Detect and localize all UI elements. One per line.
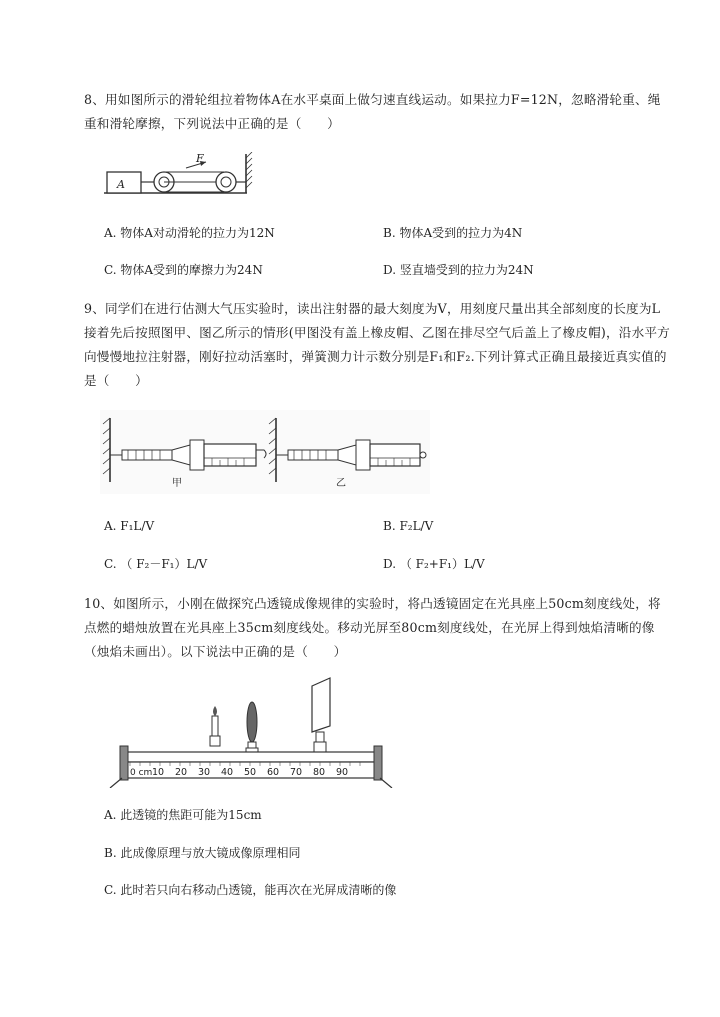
q10-bench-rail: [122, 752, 380, 762]
q10-optical-bench-figure: [108, 676, 398, 788]
q9-label-yi: 乙: [336, 478, 346, 489]
q9-option-d[interactable]: D. （ F₂+F₁）L/V: [383, 557, 485, 571]
q9-right-spring-scale: [288, 450, 338, 460]
q9-syringe-figure: [100, 410, 430, 494]
q10-candle: [212, 716, 218, 736]
q10-lens: [247, 702, 257, 742]
q10-stem: 10、如图所示，小刚在做探究凸透镜成像规律的实验时，将凸透镜固定在光具座上50cm刻度线处，将点燃的蜡烛放置在光具座上35cm刻度线处。移动光屏至80cm刻度线处，在光屏上得到烛焰清晰的像（烛焰未画出）。以下说法中正确的是（ ）: [84, 596, 661, 659]
q9-option-c[interactable]: C. （ F₂－F₁）L/V: [104, 557, 208, 571]
q10-screen: [312, 678, 330, 732]
q8-option-c[interactable]: C. 物体A受到的摩擦力为24N: [104, 263, 263, 277]
q8-fixed-pulley: [216, 172, 236, 192]
q9-label-jia: 甲: [172, 478, 182, 489]
q10-option-c[interactable]: C. 此时若只向右移动凸透镜，能再次在光屏成清晰的像: [104, 883, 397, 897]
q9-right-syringe: [370, 444, 420, 466]
q10-tick-60: 60: [267, 767, 280, 778]
q9-stem: 9、同学们在进行估测大气压实验时，读出注射器的最大刻度为V，用刻度尺量出其全部刻度的长度为L接着先后按照图甲、图乙所示的情形(甲图没有盖上橡皮帽、乙图在排尽空气后盖上了橡皮帽)，沿水平方向慢慢地拉注射器，刚好拉动活塞时，弹簧测力计示数分别是F₁和F₂.下列计算式正确且最接近真实值的是（ ）: [84, 301, 670, 388]
q10-tick-40: 40: [221, 767, 234, 778]
q9-option-a[interactable]: A. F₁L/V: [104, 519, 155, 533]
q8-option-a[interactable]: A. 物体A对动滑轮的拉力为12N: [104, 226, 275, 240]
q9-rubber-cap: [420, 452, 426, 458]
q10-tick-10: 10: [152, 767, 165, 778]
q10-tick-80: 80: [313, 767, 326, 778]
q10-scale-start: 0 cm: [130, 768, 153, 778]
q9-left-spring-scale: [122, 450, 172, 460]
q10-tick-90: 90: [336, 767, 349, 778]
q10-flame: [213, 706, 217, 716]
q8-option-b[interactable]: B. 物体A受到的拉力为4N: [383, 226, 523, 240]
q8-pulley-figure: [104, 152, 254, 198]
q8-block-label: A: [117, 178, 125, 191]
q10-tick-70: 70: [290, 767, 303, 778]
q8-force-label: F: [196, 152, 204, 165]
q10-tick-50: 50: [244, 767, 257, 778]
q9-option-b[interactable]: B. F₂L/V: [383, 519, 434, 533]
q10-tick-20: 20: [175, 767, 188, 778]
q10-option-a[interactable]: A. 此透镜的焦距可能为15cm: [104, 808, 262, 822]
q10-option-b[interactable]: B. 此成像原理与放大镜成像原理相同: [104, 846, 301, 860]
q8-option-d[interactable]: D. 竖直墙受到的拉力为24N: [383, 263, 534, 277]
q10-tick-30: 30: [198, 767, 211, 778]
q8-stem: 8、用如图所示的滑轮组拉着物体A在水平桌面上做匀速直线运动。如果拉力F=12N，忽略滑轮重、绳重和滑轮摩擦，下列说法中正确的是（ ）: [84, 92, 661, 131]
